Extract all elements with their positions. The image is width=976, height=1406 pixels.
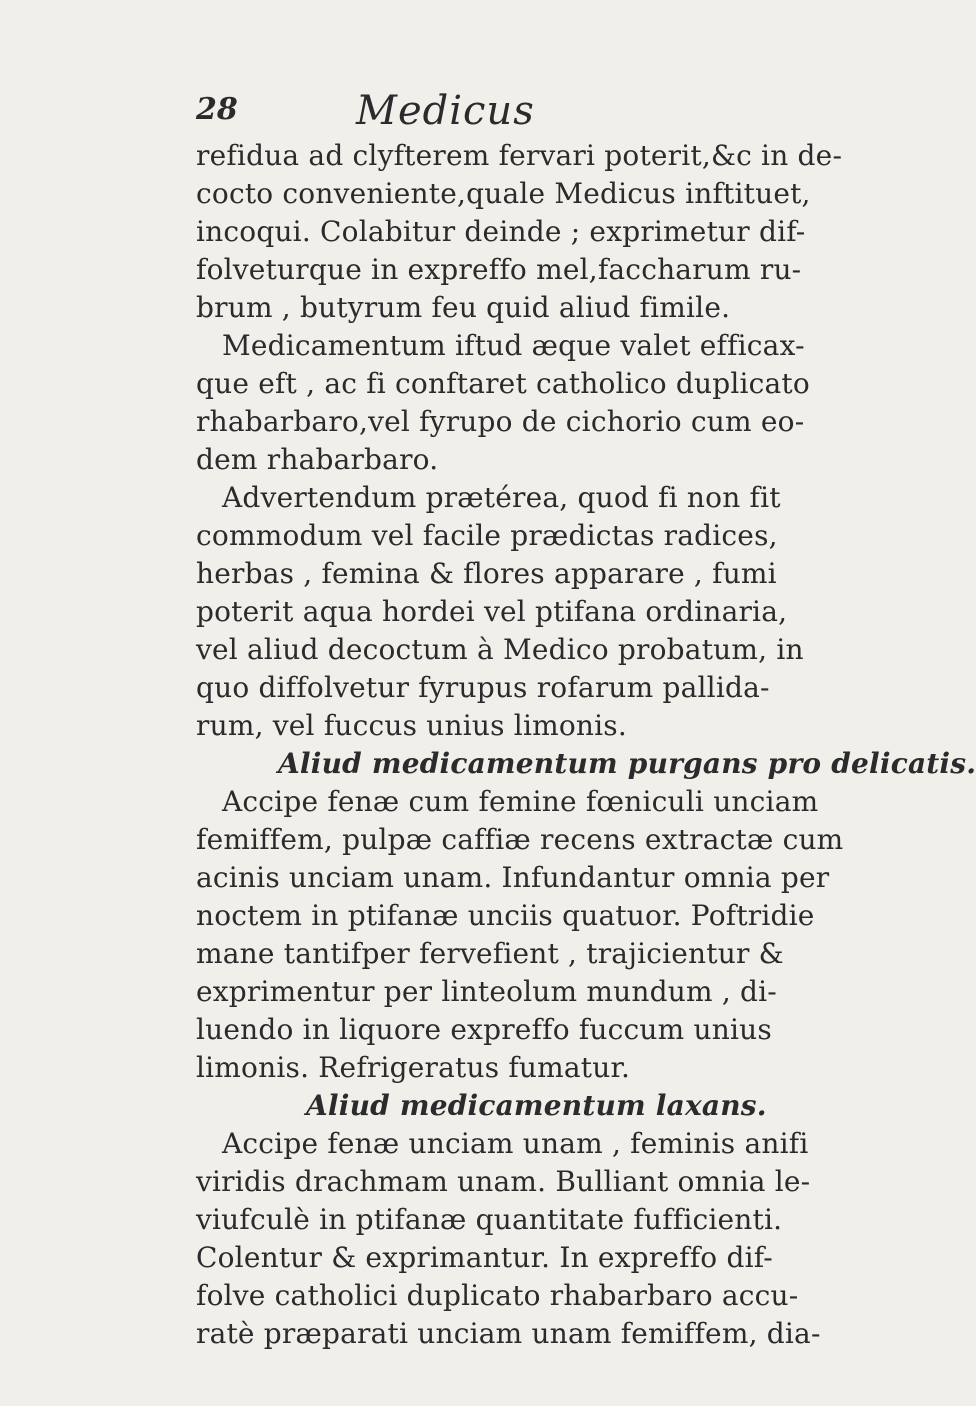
text-line: femiffem, pulpæ caffiæ recens extractæ cum bbox=[196, 823, 844, 856]
text-line: herbas , femina & flores apparare , fumi bbox=[196, 557, 777, 590]
text-line: ratè præparati unciam unam femiffem, dia- bbox=[196, 1317, 821, 1350]
text-line: commodum vel facile prædictas radices, bbox=[196, 519, 778, 552]
text-line: poterit aqua hordei vel ptifana ordinaria, bbox=[196, 595, 788, 628]
text-line: viufculè in ptifanæ quantitate fufficienti. bbox=[196, 1203, 783, 1236]
text-line: que eft , ac fi conftaret catholico duplicato bbox=[196, 367, 810, 400]
running-title: Medicus bbox=[356, 88, 535, 134]
text-line: Colentur & exprimantur. In expreffo dif- bbox=[196, 1241, 773, 1274]
text-line: mane tantifper fervefient , trajicientur & bbox=[196, 937, 784, 970]
text-line: rhabarbaro,vel fyrupo de cichorio cum eo- bbox=[196, 405, 805, 438]
text-line: noctem in ptifanæ unciis quatuor. Poftridie bbox=[196, 899, 815, 932]
body-text bbox=[196, 137, 976, 1353]
text-line: rum, vel fuccus unius limonis. bbox=[196, 709, 627, 742]
text-line: exprimentur per linteolum mundum , di- bbox=[196, 975, 777, 1008]
section-heading: Aliud medicamentum purgans pro delicatis. bbox=[278, 747, 976, 780]
text-line: cocto conveniente,quale Medicus inftituet, bbox=[196, 177, 811, 210]
text-line: Accipe fenæ cum femine fœniculi unciam bbox=[222, 785, 819, 818]
text-line: luendo in liquore expreffo fuccum unius bbox=[196, 1013, 772, 1046]
text-line: acinis unciam unam. Infundantur omnia per bbox=[196, 861, 830, 894]
text-line: quo diffolvetur fyrupus rofarum pallida- bbox=[196, 671, 770, 704]
text-line: Accipe fenæ unciam unam , feminis anifi bbox=[222, 1127, 809, 1160]
text-line: viridis drachmam unam. Bulliant omnia le- bbox=[196, 1165, 811, 1198]
page-header bbox=[196, 88, 756, 134]
text-line: folveturque in expreffo mel,faccharum ru- bbox=[196, 253, 802, 286]
text-line: vel aliud decoctum à Medico probatum, in bbox=[196, 633, 804, 666]
text-line: limonis. Refrigeratus fumatur. bbox=[196, 1051, 631, 1084]
section-heading: Aliud medicamentum laxans. bbox=[306, 1089, 767, 1122]
text-line: incoqui. Colabitur deinde ; exprimetur dif- bbox=[196, 215, 806, 248]
text-line: Advertendum prætérea, quod fi non fit bbox=[222, 481, 781, 514]
page-number: 28 bbox=[196, 92, 238, 127]
text-line: Medicamentum iftud æque valet efficax- bbox=[222, 329, 805, 362]
text-line: folve catholici duplicato rhabarbaro accu- bbox=[196, 1279, 799, 1312]
text-line: brum , butyrum feu quid aliud fimile. bbox=[196, 291, 731, 324]
text-line: dem rhabarbaro. bbox=[196, 443, 439, 476]
text-line: refidua ad clyfterem fervari poterit,&c in de- bbox=[196, 139, 843, 172]
